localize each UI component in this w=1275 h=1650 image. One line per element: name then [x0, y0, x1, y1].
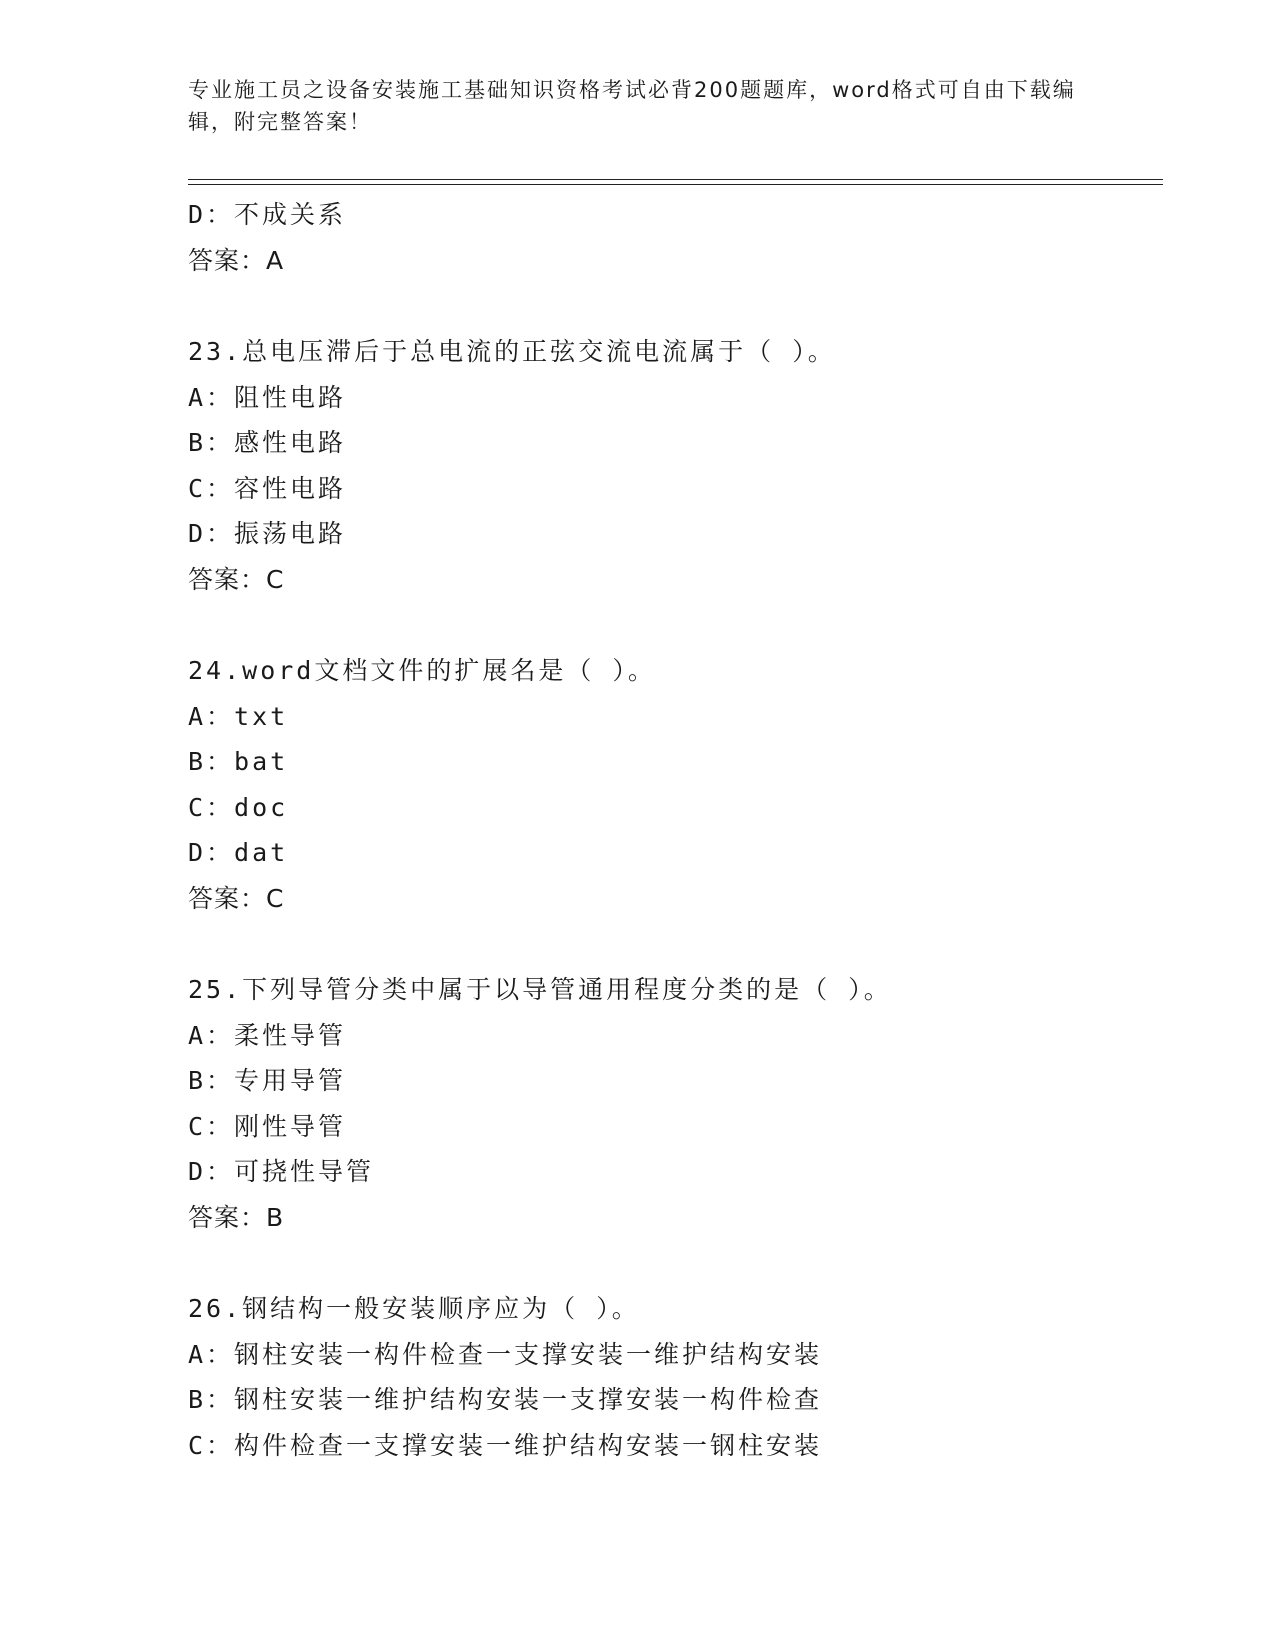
- answer-line: 答案：C: [188, 564, 285, 594]
- option-line: B：钢柱安装一维护结构安装一支撑安装一构件检查: [188, 1385, 823, 1414]
- header-divider-top: [188, 179, 1163, 180]
- option-line: C：容性电路: [188, 473, 347, 503]
- question-list: [188, 192, 1148, 1468]
- spacer: [188, 602, 1148, 648]
- option-line: B：专用导管: [188, 1066, 347, 1095]
- answer-line: 答案：B: [188, 1202, 285, 1232]
- spacer: [188, 921, 1148, 967]
- answer-line: 答案：A: [188, 245, 285, 275]
- question-text: 23.总电压滞后于总电流的正弦交流电流属于（ ）。: [188, 337, 836, 366]
- page-header-title: 专业施工员之设备安装施工基础知识资格考试必背200题题库，word格式可自由下载编辑，附完整答案！: [188, 78, 1076, 134]
- option-line: A：txt: [188, 701, 289, 731]
- question-text: 26.钢结构一般安装顺序应为（ ）。: [188, 1294, 640, 1323]
- option-line: C：doc: [188, 792, 289, 822]
- question-text: 24.word文档文件的扩展名是（ ）。: [188, 656, 656, 685]
- option-line: D：振荡电路: [188, 519, 347, 548]
- option-line: C：刚性导管: [188, 1111, 347, 1141]
- option-line: D：dat: [188, 838, 289, 867]
- option-line: A：钢柱安装一构件检查一支撑安装一维护结构安装: [188, 1339, 823, 1369]
- option-line: A：阻性电路: [188, 382, 347, 412]
- spacer: [188, 283, 1148, 329]
- option-line: C：构件检查一支撑安装一维护结构安装一钢柱安装: [188, 1430, 823, 1460]
- option-line: D：不成关系: [188, 200, 347, 229]
- option-line: B：bat: [188, 747, 289, 776]
- option-line: B：感性电路: [188, 428, 347, 457]
- header-divider-bottom: [188, 184, 1163, 185]
- option-line: A：柔性导管: [188, 1020, 347, 1050]
- spacer: [188, 1240, 1148, 1286]
- option-line: D：可挠性导管: [188, 1157, 375, 1186]
- question-text: 25.下列导管分类中属于以导管通用程度分类的是（ ）。: [188, 975, 892, 1004]
- answer-line: 答案：C: [188, 883, 285, 913]
